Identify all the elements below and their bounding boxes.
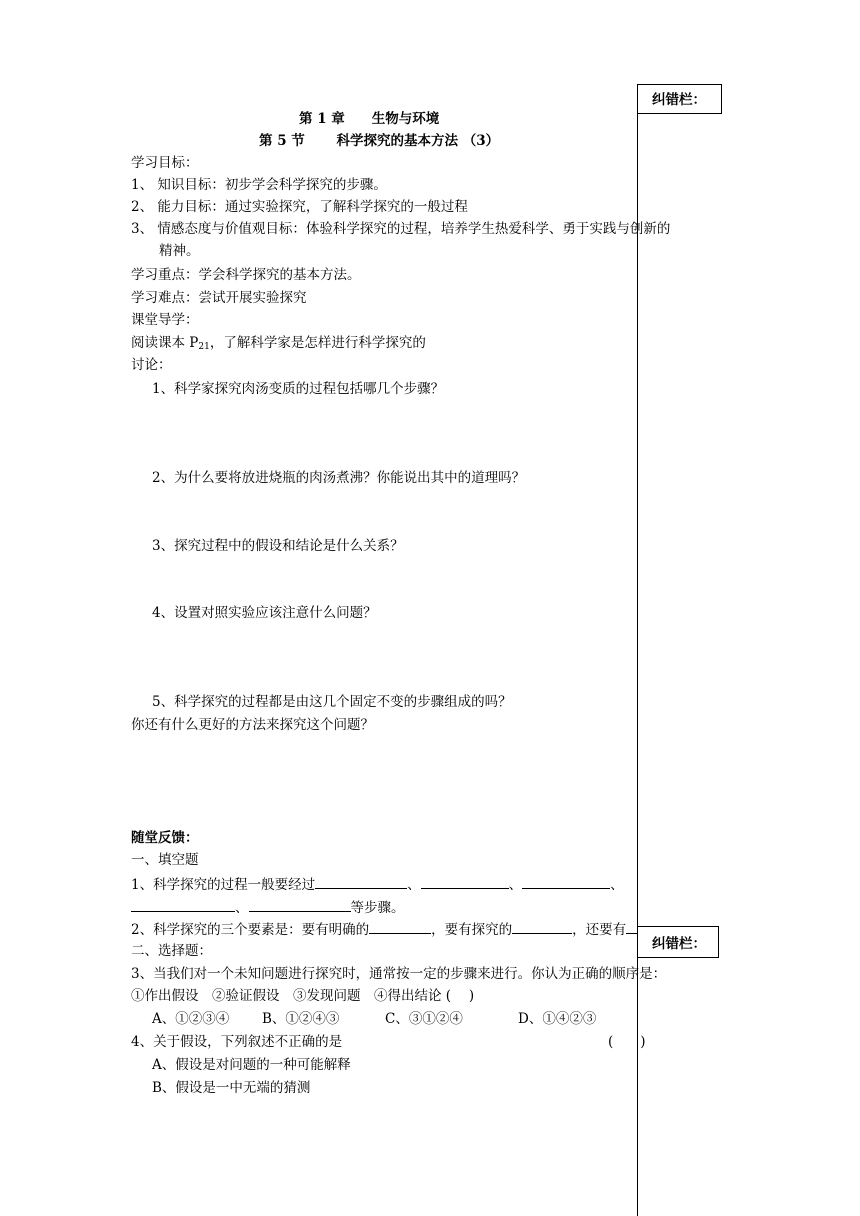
- correction-box: [637, 926, 719, 958]
- guide-heading: 课堂导学：: [131, 312, 199, 328]
- goal-item: 1、 知识目标：初步学会科学探究的步骤。: [131, 177, 387, 193]
- fill-question-1-cont: 、 等步骤。: [131, 897, 405, 917]
- choice-question-3: 3、当我们对一个未知问题进行探究时，通常按一定的步骤来进行。你认为正确的顺序是：: [131, 966, 667, 982]
- answer-blank[interactable]: [315, 874, 407, 889]
- answer-blank[interactable]: [522, 874, 610, 889]
- fill-question-1: 1、科学探究的过程一般要经过 、 、 、: [131, 874, 624, 894]
- goal-item: 3、 情感态度与价值观目标：体验科学探究的过程，培养学生热爱科学、勇于实践与创新的: [131, 221, 671, 237]
- discussion-question: 2、为什么要将放进烧瓶的肉汤煮沸？你能说出其中的道理吗？: [152, 470, 526, 486]
- goals-heading: 学习目标：: [131, 155, 199, 171]
- fill-heading: 一、填空题: [131, 852, 199, 868]
- answer-blank[interactable]: [512, 919, 572, 934]
- choice-option[interactable]: A、①②③④: [152, 1011, 230, 1027]
- answer-blank[interactable]: [249, 897, 351, 912]
- discussion-heading: 讨论：: [131, 357, 172, 373]
- answer-blank[interactable]: [421, 874, 509, 889]
- discussion-question: 5、科学探究的过程都是由这几个固定不变的步骤组成的吗？: [152, 694, 512, 710]
- choice-option[interactable]: B、假设是一中无端的猜测: [152, 1080, 311, 1096]
- answer-parentheses[interactable]: ( ): [608, 1034, 646, 1050]
- section-title: 第 5 节 科学探究的基本方法 （3）: [259, 133, 500, 149]
- feedback-heading: 随堂反馈：: [131, 830, 199, 846]
- choice-question-4: 4、关于假设，下列叙述不正确的是: [131, 1034, 343, 1050]
- discussion-followup: 你还有什么更好的方法来探究这个问题？: [131, 717, 374, 733]
- choice-question-3-items: ①作出假设 ②验证假设 ③发现问题 ④得出结论 ( ): [131, 988, 475, 1004]
- goal-item-continuation: 精神。: [159, 243, 200, 259]
- goal-item: 2、 能力目标：通过实验探究，了解科学探究的一般过程: [131, 199, 468, 215]
- discussion-question: 4、设置对照实验应该注意什么问题？: [152, 605, 377, 621]
- fill-question-2: 2、科学探究的三个要素是：要有明确的 ，要有探究的 ，还要有: [131, 919, 704, 939]
- choice-option[interactable]: B、①②④③: [262, 1011, 340, 1027]
- answer-blank[interactable]: [369, 919, 431, 934]
- reading-instruction: 阅读课本 $P_{21}$，了解科学家是怎样进行科学探究的: [131, 335, 426, 352]
- choice-option[interactable]: D、①④②③: [518, 1011, 597, 1027]
- correction-label: 纠错栏：: [652, 936, 706, 952]
- chapter-title: 第 1 章 生物与环境: [299, 111, 440, 127]
- correction-box: [637, 84, 722, 114]
- difficulty: 学习难点：尝试开展实验探究: [131, 290, 307, 306]
- discussion-question: 1、科学家探究肉汤变质的过程包括哪几个步骤？: [152, 381, 445, 397]
- discussion-question: 3、探究过程中的假设和结论是什么关系？: [152, 538, 404, 554]
- choice-option[interactable]: A、假设是对问题的一种可能解释: [152, 1057, 351, 1073]
- key-point: 学习重点：学会科学探究的基本方法。: [131, 267, 361, 283]
- choice-heading: 二、选择题：: [131, 943, 212, 959]
- answer-blank[interactable]: [131, 897, 235, 912]
- choice-option[interactable]: C、③①②④: [385, 1011, 463, 1027]
- correction-label: 纠错栏：: [652, 92, 706, 108]
